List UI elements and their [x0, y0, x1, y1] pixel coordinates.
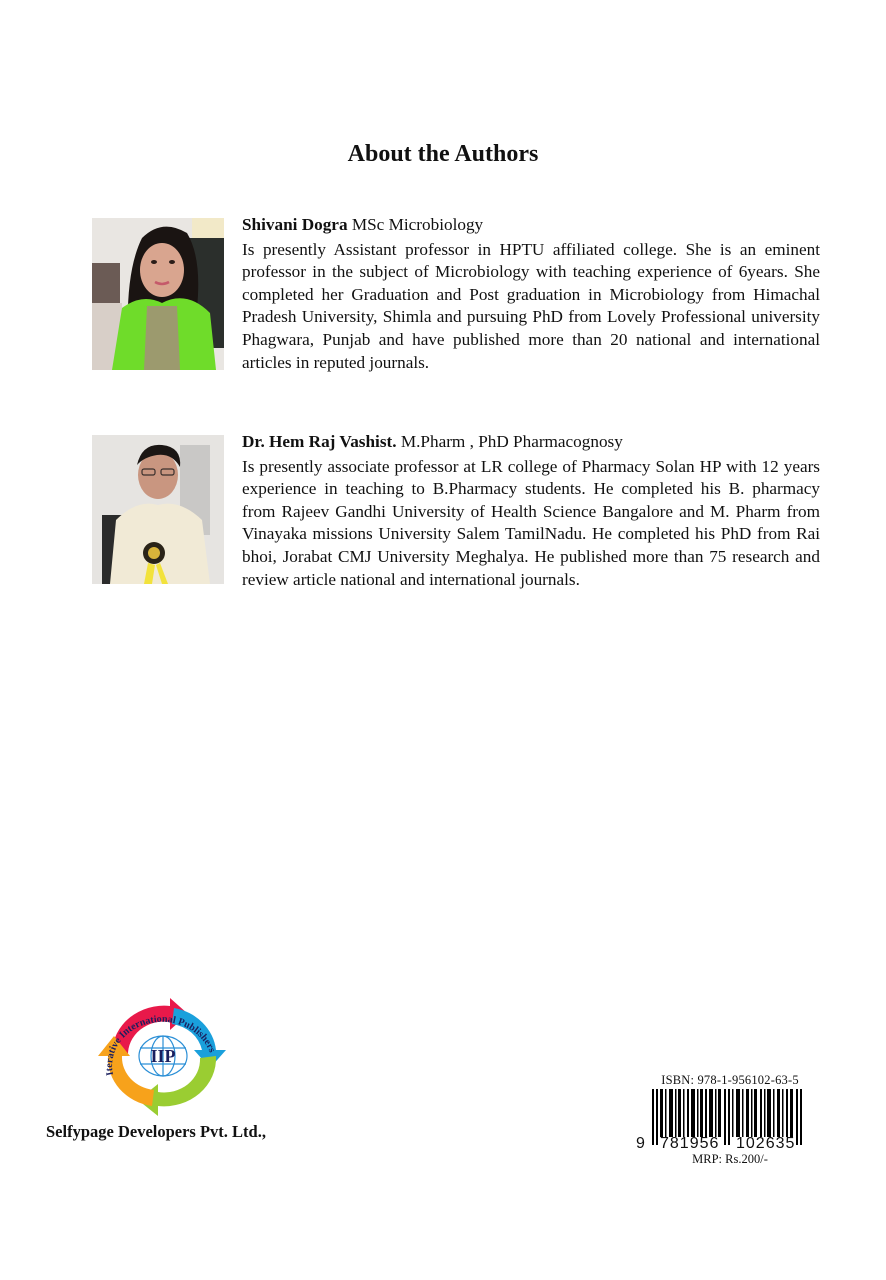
author-entry-1: [92, 215, 820, 378]
svg-text:IIP: IIP: [150, 1046, 176, 1066]
author-heading-1: [242, 214, 820, 237]
author-bio-2: [242, 431, 820, 591]
isbn-barcode-block: [636, 1073, 820, 1167]
author-name: Dr. Hem Raj Vashist.: [242, 432, 397, 451]
barcode-digits-left: 781956: [660, 1135, 720, 1152]
price-label: MRP: Rs.200/-: [692, 1152, 768, 1166]
publisher-logo: [92, 998, 234, 1118]
author-entry-2: [92, 432, 820, 615]
isbn-label: ISBN: 978-1-956102-63-5: [661, 1073, 799, 1087]
author-photo-1: [92, 218, 224, 370]
iip-cycle-arrows-logo-icon: [92, 998, 234, 1118]
author-bio-text: Is presently associate professor at LR college of Pharmacy Solan HP with 12 years experience in teaching to B.Pharmacy students. He completed his B. pharmacy from Rajeev Gandhi University of Health Science Bangalore and M. Pharm from Vinayaka missions University Salem TamilNadu. He completed his PhD from Rai bhoi, Jorabat CMJ University Meghalya. He published more than 75 research and review article national and international journals.: [242, 456, 820, 589]
publisher-name: Selfypage Developers Pvt. Ltd.,: [46, 1122, 266, 1141]
author-name: Shivani Dogra: [242, 215, 348, 234]
woman-portrait-icon: [92, 218, 224, 370]
barcode-digit-first: 9: [636, 1135, 645, 1152]
page-title: About the Authors: [347, 141, 539, 167]
author-qualification: MSc Microbiology: [347, 215, 484, 234]
author-photo-2: [92, 435, 224, 584]
author-bio-text: Is presently Assistant professor in HPTU affiliated college. She is an eminent professor in the subject of Microbiology with teaching experience of 6years. She completed her Graduation and Post graduation in Microbiology from Himachal Pradesh University, Shimla and pursuing PhD from Lovely Professional university Phagwara, Punjab and have published more than 20 national and international articles in reputed journals.: [242, 239, 820, 372]
svg-text:Iterative International Publis: Iterative International Publishers: [104, 1013, 218, 1077]
barcode-digits: [636, 1135, 820, 1152]
author-qualification: M.Pharm , PhD Pharmacognosy: [396, 432, 623, 451]
author-heading-2: [242, 431, 820, 454]
author-bio-1: [242, 214, 820, 374]
barcode-digits-right: 102635: [736, 1135, 796, 1152]
man-portrait-icon: [92, 435, 224, 584]
